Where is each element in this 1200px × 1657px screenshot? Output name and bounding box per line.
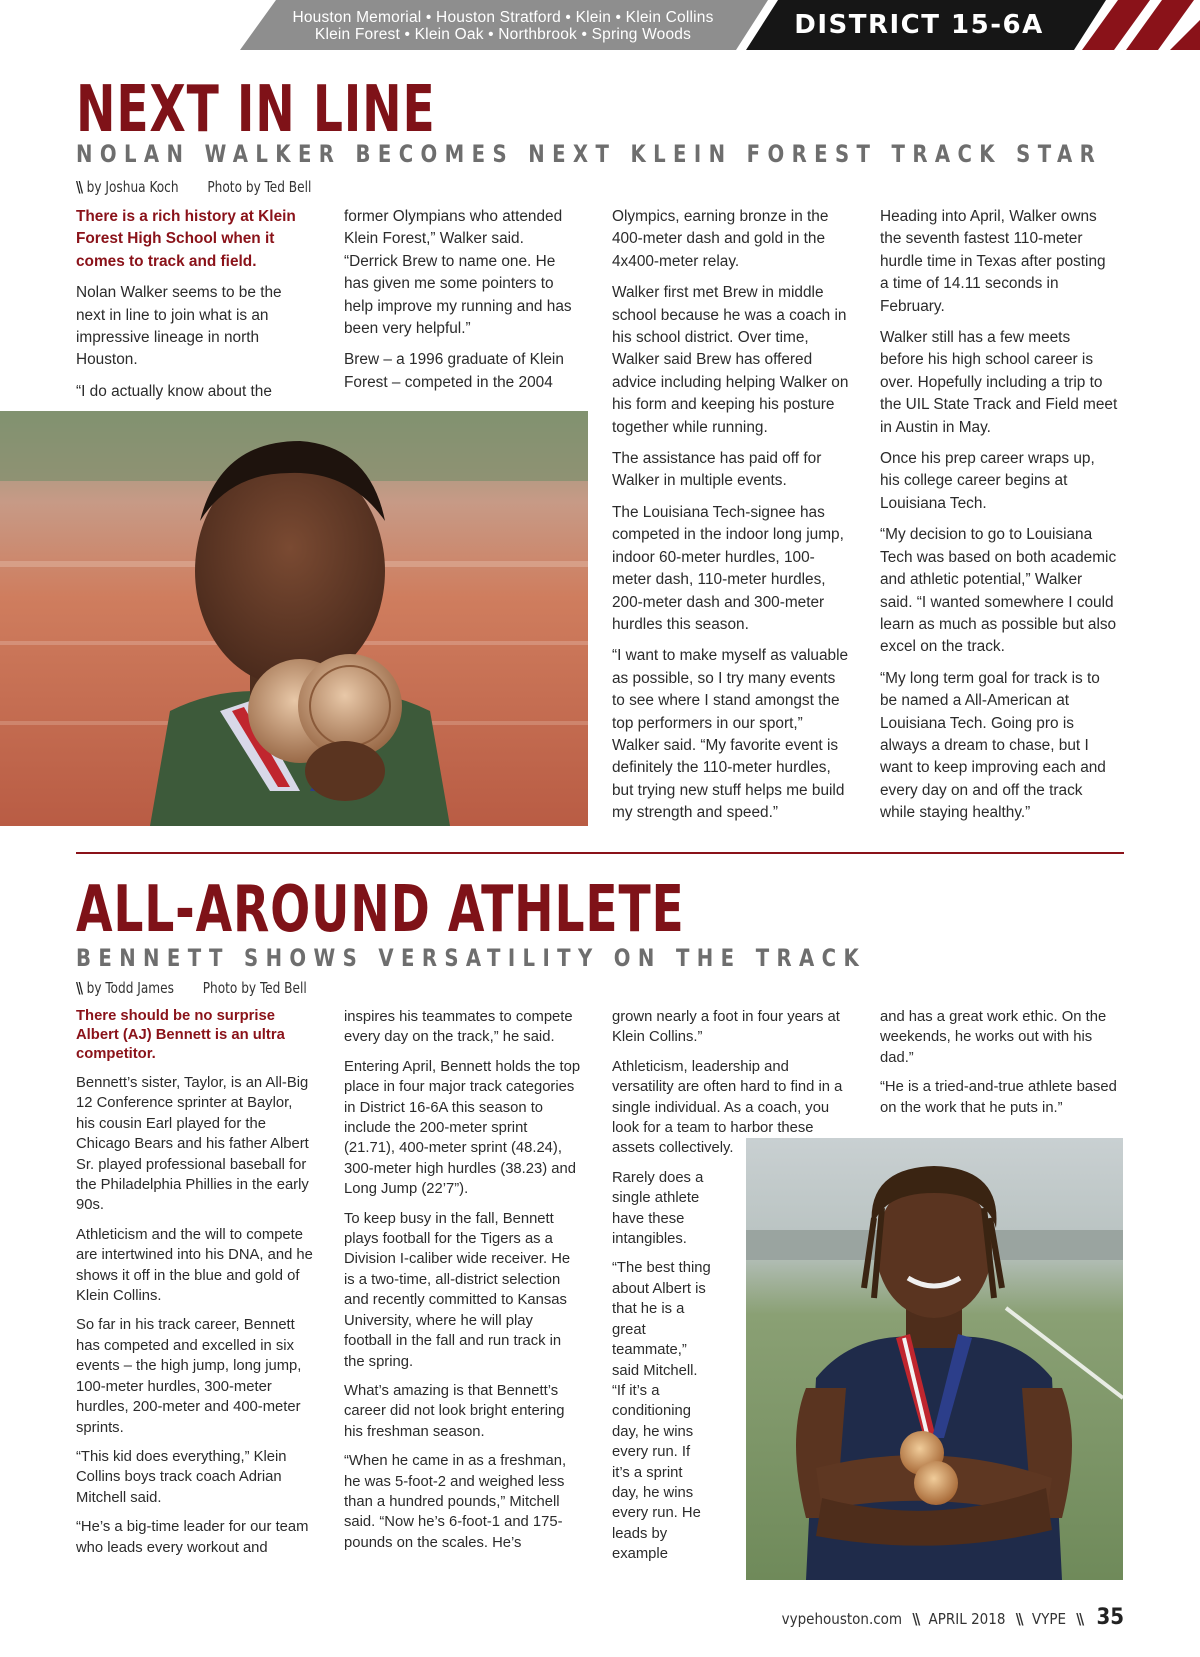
body-paragraph: inspires his teammates to compete every day on the track,” he said. (344, 1009, 573, 1046)
article-1-byline (76, 178, 311, 196)
article-1-subhead: NOLAN WALKER BECOMES NEXT KLEIN FOREST TRACK STAR (76, 140, 1103, 168)
body-paragraph: Rarely does a single athlete have these intangibles. (612, 1169, 704, 1248)
body-paragraph: “I do actually know about the (76, 382, 272, 400)
body-paragraph: So far in his track career, Bennett has competed and excelled in six events – the high jump, long jump, 100-meter hurdles, 300-meter hurdles, 200-meter and 400-meter sprints. (76, 1317, 302, 1436)
body-paragraph: grown nearly a foot in four years at Klein Collins.” (612, 1009, 840, 1046)
article-2-byline (76, 979, 307, 997)
article-2-column-1 (76, 1007, 314, 1567)
body-paragraph: Once his prep career wraps up, his college career begins at Louisiana Tech. (880, 450, 1095, 512)
slash-mark-icon: \\ (912, 1610, 919, 1628)
article-2-subhead: BENNETT SHOWS VERSATILITY ON THE TRACK (76, 944, 867, 972)
article-1-column-2 (344, 206, 582, 403)
body-paragraph: Nolan Walker seems to be the next in line to join what is an impressive lineage in north Houston. (76, 284, 282, 369)
article-1-column-1 (76, 206, 314, 412)
page-footer (782, 1605, 1124, 1630)
body-paragraph: Brew – a 1996 graduate of Klein Forest – competed in the 2004 (344, 351, 564, 391)
article-2-headline: ALL-AROUND ATHLETE (76, 873, 685, 947)
slash-mark-icon: \\ (76, 979, 82, 997)
body-paragraph: Athleticism and the will to compete are intertwined into his DNA, and he shows it off in the blue and gold of Klein Collins. (76, 1226, 313, 1305)
body-paragraph: Heading into April, Walker owns the seventh fastest 110-meter hurdle time in Texas after posting a time of 14.11 seconds in February. (880, 208, 1106, 315)
lead-paragraph: There is a rich history at Klein Forest High School when it comes to track and field. (76, 208, 296, 270)
body-paragraph: Entering April, Bennett holds the top place in four major track categories in District 16-6A this season to include the 200-meter sprint (21.71), 400-meter sprint (48.24), 300-meter high hurdles (38.23) and Long Jump (22’7”). (344, 1058, 581, 1198)
byline-author: by Todd James (86, 979, 174, 997)
body-paragraph: “This kid does everything,” Klein Collins boys track coach Adrian Mitchell said. (76, 1448, 287, 1506)
article-1-headline: NEXT IN LINE (76, 73, 436, 147)
slash-mark-icon: \\ (1015, 1610, 1022, 1628)
page-number: 35 (1096, 1605, 1124, 1630)
body-paragraph: Olympics, earning bronze in the 400-meter dash and gold in the 4x400-meter relay. (612, 208, 829, 270)
body-paragraph: and has a great work ethic. On the weekends, he works out with his dad.” (880, 1009, 1107, 1066)
footer-site: vypehouston.com (781, 1610, 903, 1628)
body-paragraph: The assistance has paid off for Walker in multiple events. (612, 450, 822, 490)
body-paragraph: Walker still has a few meets before his high school career is over. Hopefully including a trip to the UIL State Track and Field meet in Austin in May. (880, 329, 1118, 436)
article-2-column-4 (880, 1007, 1118, 1127)
body-paragraph: To keep busy in the fall, Bennett plays football for the Tigers as a Division I-caliber wide receiver. He is a two-time, all-district selection and recently committed to Kansas University, where he will play football in the fall and run track in the spring. (344, 1210, 571, 1370)
body-paragraph: “The best thing about Albert is that he is a great teammate,” said Mitchell. “If it’s a conditioning day, he wins every run. If it’s a sprint day, he wins every run. He leads by example (612, 1260, 711, 1563)
body-paragraph: “My long term goal for track is to be named a All-American at Louisiana Tech. Going pro is always a dream to chase, but I want to keep improving each and every day on and off the track while staying healthy.” (880, 669, 1106, 822)
body-paragraph: What’s amazing is that Bennett’s career did not look bright entering his freshman season. (344, 1382, 565, 1440)
byline-photo-credit: Photo by Ted Bell (207, 178, 312, 196)
footer-brand: VYPE (1031, 1610, 1066, 1628)
banner-schools-line-2: Klein Forest • Klein Oak • Northbrook • Spring Woods (314, 26, 692, 43)
article-1-column-3 (612, 206, 850, 834)
lead-paragraph: There should be no surprise Albert (AJ) Bennett is an ultra competitor. (76, 1008, 285, 1062)
body-paragraph: The Louisiana Tech-signee has competed in the indoor long jump, indoor 60-meter hurdles, 100-meter dash, 110-meter hurdles, 200-meter dash and 300-meter hurdles this season. (612, 503, 844, 633)
body-paragraph: “When he came in as a freshman, he was 5-foot-2 and weighed less than a hundred pounds,” Mitchell said. “Now he’s 6-foot-1 and 175-pounds on the scales. He’s (344, 1453, 567, 1551)
district-title: DISTRICT 15-6A (794, 10, 1044, 40)
body-paragraph: “He is a tried-and-true athlete based on the work that he puts in.” (880, 1079, 1117, 1116)
body-paragraph: Walker first met Brew in middle school because he was a coach in his school district. Over time, Walker said Brew has offered advice including helping Walker on his form and keeping his posture together while running. (612, 284, 849, 436)
body-paragraph: Athleticism, leadership and versatility are often hard to find in a single individual. As a coach, you look for a team to harbor these assets collectively. (612, 1058, 843, 1157)
nolan-walker-photo (0, 411, 588, 826)
byline-author: by Joshua Koch (86, 178, 179, 196)
body-paragraph: “He’s a big-time leader for our team who leads every workout and (76, 1519, 309, 1556)
article-2-column-2 (344, 1007, 582, 1562)
aj-bennett-photo (746, 1138, 1123, 1580)
slash-mark-icon: \\ (76, 178, 82, 196)
body-paragraph: “I want to make myself as valuable as possible, so I try many events to see where I stand amongst the top performers in our sport,” Walker said. “My favorite event is definitely the 110-meter hurdles, but trying new stuff helps me build my strength and speed.” (612, 647, 849, 822)
slash-mark-icon: \\ (1076, 1610, 1083, 1628)
article-1-column-4 (880, 206, 1118, 834)
byline-photo-credit: Photo by Ted Bell (202, 979, 307, 997)
body-paragraph: Bennett’s sister, Taylor, is an All-Big 12 Conference sprinter at Baylor, his cousin Earl played for the Chicago Bears and his father Albert Sr. played professional baseball for the Philadelphia Phillies in the early 90s. (76, 1075, 309, 1214)
body-paragraph: “My decision to go to Louisiana Tech was based on both academic and athletic potential,” Walker said. “I wanted somewhere I could learn as much as possible but also excel on the track. (880, 526, 1117, 656)
body-paragraph: former Olympians who attended Klein Forest,” Walker said. “Derrick Brew to name one. He has given me some pointers to help improve my running and has been very helpful.” (344, 208, 572, 338)
footer-issue: APRIL 2018 (928, 1610, 1006, 1628)
article-divider (76, 852, 1124, 854)
banner-schools-line-1: Houston Memorial • Houston Stratford • Klein • Klein Collins (292, 9, 714, 26)
